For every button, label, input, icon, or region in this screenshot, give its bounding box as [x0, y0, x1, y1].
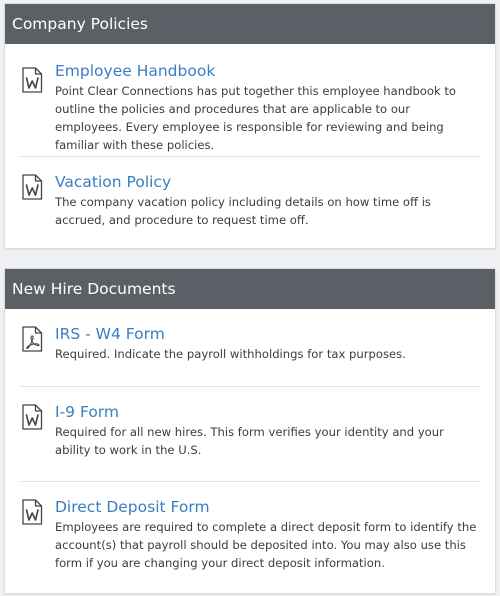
employee-handbook-link[interactable]: Employee Handbook: [55, 62, 216, 80]
vacation-policy-description: The company vacation policy including details on how time off is accrued, and procedure to request time off.: [55, 195, 431, 227]
word-document-icon[interactable]: [21, 67, 43, 93]
company-policies-header: Company Policies: [5, 4, 495, 44]
vacation-policy-link[interactable]: Vacation Policy: [55, 173, 172, 191]
new-hire-documents-panel: [4, 268, 496, 594]
divider: [20, 481, 480, 482]
employee-handbook-description: Point Clear Connections has put together this employee handbook to outline the policies and procedures that are applicable to our employees. Every employee is responsible for reviewing and being familiar with these policies.: [55, 84, 457, 152]
irs-w4-form-description: Required. Indicate the payroll withholdings for tax purposes.: [55, 347, 406, 361]
pdf-document-icon[interactable]: [21, 326, 43, 352]
divider: [20, 156, 480, 157]
word-document-icon[interactable]: [21, 499, 43, 525]
new-hire-documents-header: New Hire Documents: [5, 269, 495, 309]
i9-form-link[interactable]: I-9 Form: [55, 403, 119, 421]
word-document-icon[interactable]: [21, 404, 43, 430]
i9-form-description: Required for all new hires. This form verifies your identity and your ability to work in the U.S.: [55, 425, 444, 457]
irs-w4-form-link[interactable]: IRS - W4 Form: [55, 325, 165, 343]
word-document-icon[interactable]: [21, 174, 43, 200]
company-policies-panel: [4, 3, 496, 249]
divider: [20, 386, 480, 387]
direct-deposit-form-description: Employees are required to complete a direct deposit form to identify the account(s) that payroll should be deposited into. You may also use this form if you are changing your direct deposit information.: [55, 520, 477, 570]
direct-deposit-form-link[interactable]: Direct Deposit Form: [55, 498, 210, 516]
